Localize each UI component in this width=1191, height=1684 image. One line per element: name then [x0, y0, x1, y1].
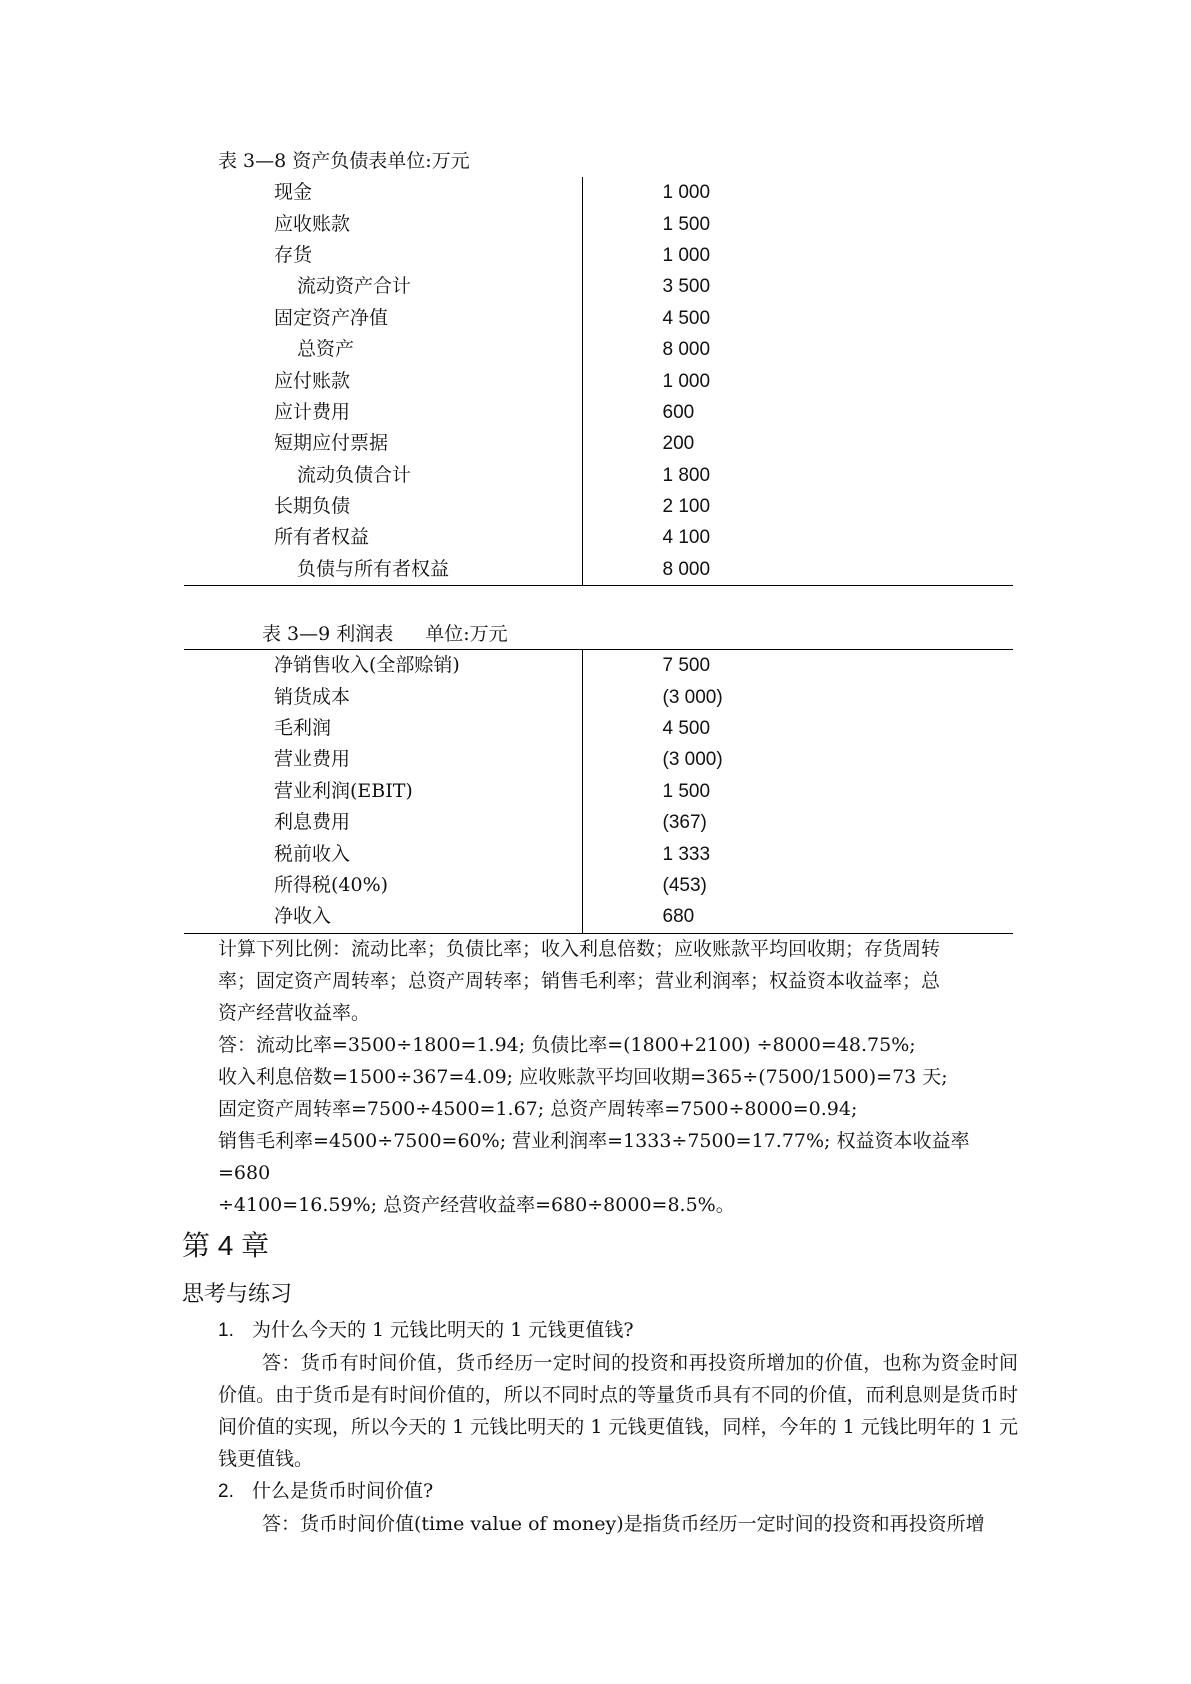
exercise-question [218, 933, 1018, 1221]
chapter-exercises [218, 1314, 1018, 1540]
table-row [184, 460, 1013, 491]
row-label: 现金 [184, 177, 582, 208]
row-label: 流动负债合计 [184, 460, 582, 491]
row-label: 销货成本 [184, 681, 582, 712]
table2-unit: 单位:万元 [425, 623, 508, 645]
exercise-answer: 答：货币时间价值(time value of money)是指货币经历一定时间的投资和再投资所增 [262, 1513, 985, 1535]
row-label: 所有者权益 [184, 522, 582, 553]
row-value: (453) [662, 874, 707, 896]
answer-line: 答：流动比率=3500÷1800=1.94; 负债比率=(1800+2100) ÷8000=48.75%; [218, 1034, 916, 1056]
table-row [184, 713, 1013, 744]
table1-caption: 表 3—8 资产负债表单位:万元 [218, 150, 470, 172]
table-row [184, 334, 1013, 365]
question-number: 2. [218, 1481, 234, 1502]
row-label: 存货 [184, 240, 582, 271]
row-value: 4 100 [662, 527, 711, 549]
row-value: 1 000 [662, 182, 711, 204]
row-value: (3 000) [662, 749, 723, 771]
row-label: 净销售收入(全部赊销) [184, 650, 582, 682]
table-row [184, 491, 1013, 522]
row-value: 1 800 [662, 464, 711, 486]
row-label: 负债与所有者权益 [184, 554, 582, 586]
table-row [184, 807, 1013, 838]
table-row [184, 365, 1013, 396]
question-text: 为什么今天的 1 元钱比明天的 1 元钱更值钱? [252, 1319, 634, 1341]
table-row [184, 522, 1013, 553]
balance-sheet-table [184, 177, 1013, 586]
row-label: 固定资产净值 [184, 303, 582, 334]
row-label: 毛利润 [184, 713, 582, 744]
question-line: 计算下列比例：流动比率；负债比率；收入利息倍数；应收账款平均回收期；存货周转 [218, 938, 941, 960]
row-value: 3 500 [662, 276, 711, 298]
row-label: 应计费用 [184, 397, 582, 428]
row-value: 1 000 [662, 244, 711, 266]
row-value: 1 500 [662, 213, 711, 235]
row-label: 短期应付票据 [184, 428, 582, 459]
row-value: 7 500 [662, 655, 711, 677]
row-label: 总资产 [184, 334, 582, 365]
row-value: 8 000 [662, 339, 711, 361]
question-number: 1. [218, 1320, 234, 1341]
row-value: 4 500 [662, 717, 711, 739]
row-label: 长期负债 [184, 491, 582, 522]
row-label: 应收账款 [184, 208, 582, 239]
income-statement-table [184, 649, 1013, 934]
table-row [184, 554, 1013, 586]
table-row [184, 397, 1013, 428]
row-value: (3 000) [662, 686, 723, 708]
table2-title: 表 3—9 利润表 [262, 623, 394, 645]
question-line: 资产经营收益率。 [218, 1002, 371, 1024]
row-value: 1 333 [662, 843, 711, 865]
table-row [184, 208, 1013, 239]
section-title: 思考与练习 [182, 1281, 293, 1306]
table-row [184, 303, 1013, 334]
row-value: 600 [662, 401, 695, 423]
row-label: 营业费用 [184, 744, 582, 775]
table-row [184, 838, 1013, 869]
exercise-question [218, 1475, 1018, 1508]
table2-caption [262, 622, 508, 646]
table-row [184, 177, 1013, 208]
row-label: 营业利润(EBIT) [184, 776, 582, 807]
question-text: 什么是货币时间价值? [252, 1480, 434, 1502]
row-value: (367) [662, 812, 707, 834]
row-label: 利息费用 [184, 807, 582, 838]
table-row [184, 776, 1013, 807]
row-value: 8 000 [662, 558, 711, 580]
answer-line: 收入利息倍数=1500÷367=4.09; 应收账款平均回收期=365÷(7500/1500)=73 天; [218, 1066, 948, 1088]
table-row [184, 901, 1013, 933]
table-row [184, 870, 1013, 901]
row-label: 流动资产合计 [184, 271, 582, 302]
row-label: 净收入 [184, 901, 582, 933]
row-label: 应付账款 [184, 365, 582, 396]
answer-line: 销售毛利率=4500÷7500=60%; 营业利润率=1333÷7500=17.77%; 权益资本收益率=680 [218, 1130, 970, 1184]
table-row [184, 744, 1013, 775]
row-value: 1 000 [662, 370, 711, 392]
table-row [184, 240, 1013, 271]
row-value: 2 100 [662, 496, 711, 518]
question-line: 率；固定资产周转率；总资产周转率；销售毛利率；营业利润率；权益资本收益率；总 [218, 970, 941, 992]
row-label: 税前收入 [184, 838, 582, 869]
row-value: 4 500 [662, 307, 711, 329]
chapter-title: 第 4 章 [182, 1230, 270, 1261]
table-row [184, 428, 1013, 459]
row-value: 1 500 [662, 780, 711, 802]
exercise-answer: 答：货币有时间价值，货币经历一定时间的投资和再投资所增加的价值，也称为资金时间价值。由于货币是有时间价值的，所以不同时点的等量货币具有不同的价值，而利息则是货币时间价值的实现，所以今天的 1 元钱比明天的 1 元钱更值钱，同样，今年的 1 元钱比明年的 1 元钱更值钱。 [218, 1352, 1018, 1470]
row-value: 680 [662, 906, 695, 928]
answer-line: ÷4100=16.59%; 总资产经营收益率=680÷8000=8.5%。 [218, 1194, 735, 1216]
table-row [184, 271, 1013, 302]
row-label: 所得税(40%) [184, 870, 582, 901]
exercise-question [218, 1314, 1018, 1347]
row-value: 200 [662, 433, 695, 455]
answer-line: 固定资产周转率=7500÷4500=1.67; 总资产周转率=7500÷8000=0.94; [218, 1098, 858, 1120]
table-row [184, 681, 1013, 712]
table-row [184, 650, 1013, 682]
